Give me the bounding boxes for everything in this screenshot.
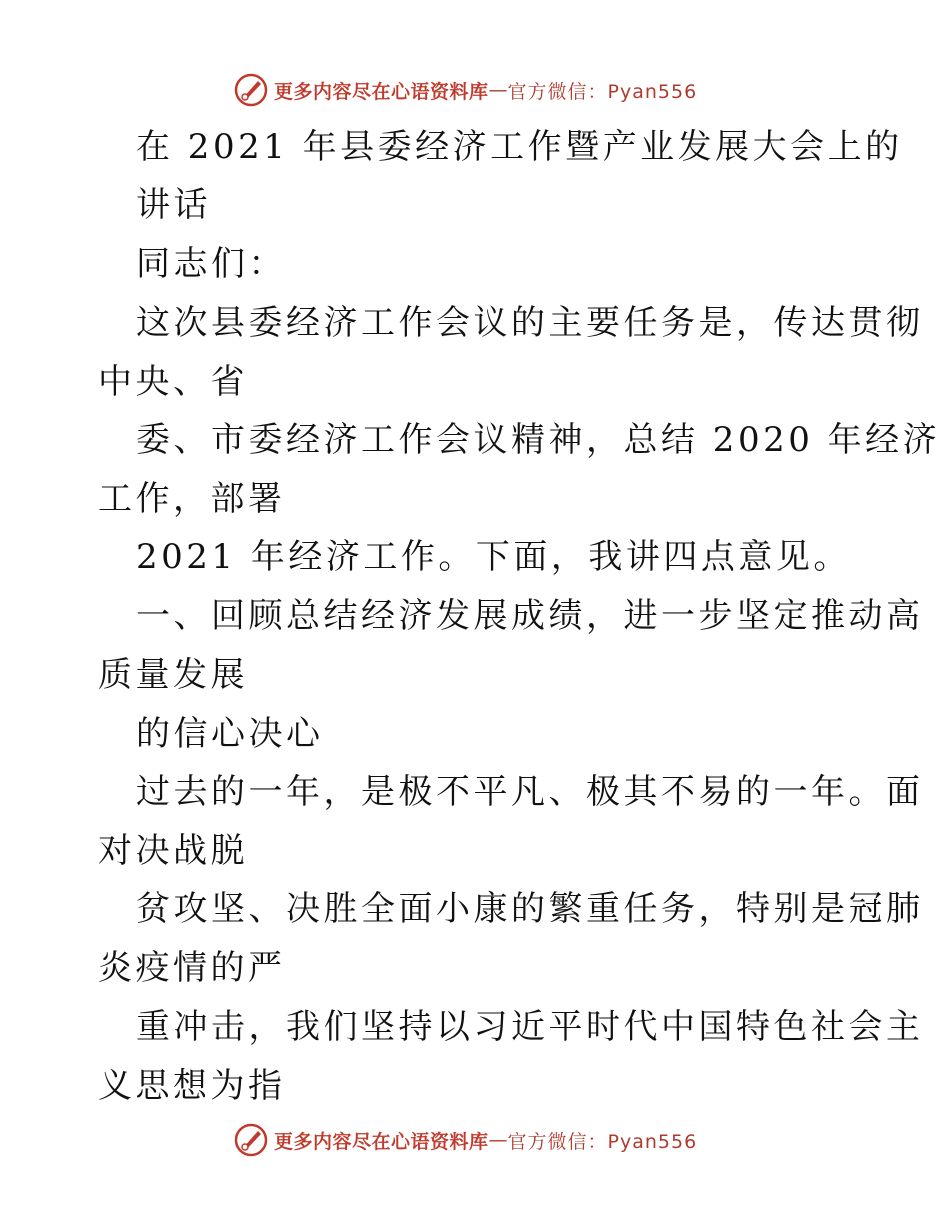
doc-line: 委、市委经济工作会议精神，总结 2020 年经济 [136, 420, 941, 460]
doc-line: 这次县委经济工作会议的主要任务是，传达贯彻 [136, 303, 924, 343]
doc-line: 重冲击，我们坚持以习近平时代中国特色社会主 [136, 1007, 924, 1047]
doc-heading-line: 一、回顾总结经济发展成绩，进一步坚定推动高 [136, 596, 924, 636]
header-banner [234, 70, 697, 110]
doc-salutation: 同志们： [136, 244, 286, 284]
doc-line: 义思想为指 [98, 1066, 286, 1106]
banner-brand-text: 更多内容尽在心语资料库 [274, 80, 489, 103]
doc-line: 2021 年经济工作。下面，我讲四点意见。 [136, 537, 851, 577]
banner-brand-text: 更多内容尽在心语资料库 [274, 1130, 489, 1153]
quill-logo-icon [234, 1123, 268, 1157]
quill-logo-icon [234, 73, 268, 107]
banner-wechat-text: 官方微信：Pyan556 [507, 1130, 698, 1153]
doc-line: 贫攻坚、决胜全面小康的繁重任务，特别是冠肺 [136, 889, 924, 929]
doc-line: 对决战脱 [98, 831, 248, 871]
doc-line: 过去的一年，是极不平凡、极其不易的一年。面 [136, 772, 924, 812]
doc-line: 炎疫情的严 [98, 948, 286, 988]
footer-banner [234, 1120, 697, 1160]
doc-title-line-2: 讲话 [136, 185, 211, 225]
banner-dash: — [488, 1129, 508, 1151]
doc-title-line-1: 在 2021 年县委经济工作暨产业发展大会上的 [136, 127, 903, 167]
doc-heading-line: 的信心决心 [136, 714, 324, 754]
doc-line: 工作，部署 [98, 479, 286, 519]
doc-line: 中央、省 [98, 362, 248, 402]
doc-heading-line: 质量发展 [98, 655, 248, 695]
banner-wechat-text: 官方微信：Pyan556 [507, 80, 698, 103]
banner-dash: — [488, 79, 508, 101]
